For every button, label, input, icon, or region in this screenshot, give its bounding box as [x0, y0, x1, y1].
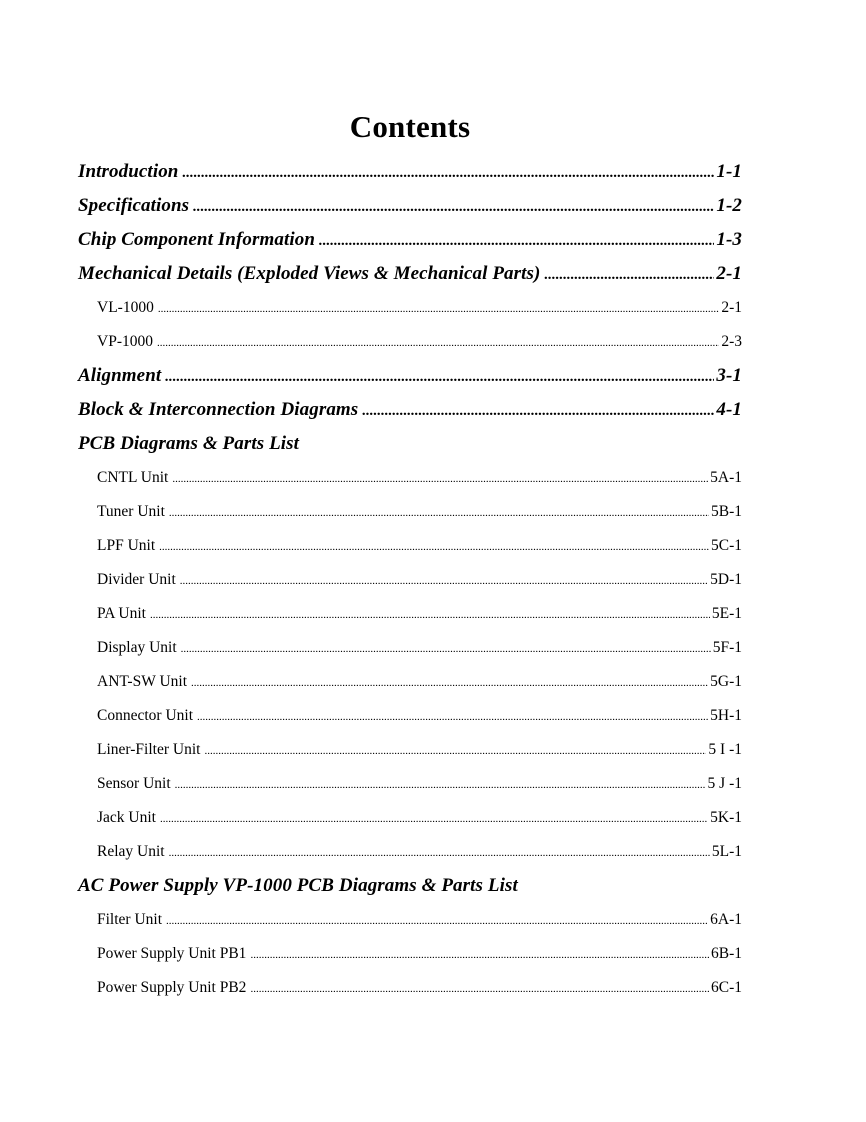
toc-section-entry[interactable] [78, 257, 742, 291]
toc-entry-page-number: 5F-1 [712, 639, 742, 656]
toc-entry-page-number: 2-1 [716, 263, 742, 284]
dot-leader [181, 632, 711, 666]
toc-entry-label: ANT-SW Unit [97, 673, 187, 690]
toc-entry-label: Introduction [78, 161, 179, 182]
toc-section-entry[interactable] [78, 359, 742, 393]
toc-entry-label: Liner-Filter Unit [97, 741, 201, 758]
dot-leader [250, 938, 709, 972]
toc-section-entry[interactable] [78, 869, 742, 903]
toc-entry-page-number: 5 J -1 [707, 775, 742, 792]
toc-entry-label: Power Supply Unit PB1 [97, 945, 247, 962]
toc-subsection-entry[interactable] [78, 937, 742, 971]
toc-entry-page-number: 3-1 [716, 365, 742, 386]
toc-entry-label: Mechanical Details (Exploded Views & Mechanical Parts) [78, 263, 541, 284]
toc-entry-page-number: 2-3 [721, 333, 742, 350]
toc-entry-label: CNTL Unit [97, 469, 169, 486]
toc-subsection-entry[interactable] [78, 801, 742, 835]
toc-entry-page-number: 5C-1 [711, 537, 742, 554]
toc-subsection-entry[interactable] [78, 903, 742, 937]
dot-leader [158, 292, 720, 326]
toc-entry-label: Tuner Unit [97, 503, 165, 520]
toc-subsection-entry[interactable] [78, 597, 742, 631]
dot-leader [165, 360, 714, 394]
toc-entry-label: VL-1000 [97, 299, 154, 316]
toc-subsection-entry[interactable] [78, 291, 742, 325]
toc-entry-page-number: 5E-1 [711, 605, 742, 622]
toc-entry-label: Specifications [78, 195, 190, 216]
toc-entry-page-number: 1-3 [716, 229, 742, 250]
toc-section-entry[interactable] [78, 189, 742, 223]
toc-entry-page-number: 5D-1 [710, 571, 742, 588]
dot-leader [544, 258, 714, 292]
toc-entry-page-number: 5B-1 [711, 503, 742, 520]
page-title: Contents [349, 108, 471, 144]
toc-subsection-entry[interactable] [78, 461, 742, 495]
dot-leader [166, 904, 708, 938]
dot-leader [319, 224, 714, 258]
toc-entry-page-number: 5K-1 [710, 809, 742, 826]
toc-subsection-entry[interactable] [78, 325, 742, 359]
toc-entry-page-number: 1-1 [716, 161, 742, 182]
toc-subsection-entry[interactable] [78, 699, 742, 733]
toc-subsection-entry[interactable] [78, 835, 742, 869]
toc-section-entry[interactable] [78, 155, 742, 189]
toc-entry-label: Chip Component Information [78, 229, 316, 250]
toc-entry-label: Connector Unit [97, 707, 193, 724]
toc-section-entry[interactable] [78, 427, 742, 461]
dot-leader [182, 156, 714, 190]
toc-section-entry[interactable] [78, 393, 742, 427]
toc-entry-page-number: 6A-1 [710, 911, 742, 928]
toc-entry-label: Divider Unit [97, 571, 176, 588]
toc-subsection-entry[interactable] [78, 631, 742, 665]
toc-entry-page-number: 5A-1 [710, 469, 742, 486]
toc-entry-page-number: 4-1 [716, 399, 742, 420]
toc-entry-label: Jack Unit [97, 809, 156, 826]
dot-leader [169, 836, 710, 870]
toc-entry-label: PCB Diagrams & Parts List [78, 433, 300, 454]
toc-section-entry[interactable] [78, 223, 742, 257]
toc-entry-page-number: 2-1 [721, 299, 742, 316]
toc-entry-page-number: 5H-1 [710, 707, 742, 724]
toc-subsection-entry[interactable] [78, 665, 742, 699]
dot-leader [150, 598, 710, 632]
dot-leader [197, 700, 708, 734]
toc-entry-page-number: 6C-1 [711, 979, 742, 996]
toc-entry-page-number: 5G-1 [710, 673, 742, 690]
toc-entry-label: AC Power Supply VP-1000 PCB Diagrams & Parts List [78, 875, 518, 896]
toc-entry-label: Display Unit [97, 639, 177, 656]
toc-subsection-entry[interactable] [78, 733, 742, 767]
dot-leader [204, 734, 706, 768]
toc-entry-label: Alignment [78, 365, 162, 386]
dot-leader [180, 564, 708, 598]
toc-entry-label: Power Supply Unit PB2 [97, 979, 247, 996]
toc-entry-label: Relay Unit [97, 843, 165, 860]
dot-leader [160, 802, 708, 836]
toc-entry-label: Block & Interconnection Diagrams [78, 399, 359, 420]
toc-entry-page-number: 1-2 [716, 195, 742, 216]
toc-subsection-entry[interactable] [78, 563, 742, 597]
toc-entry-label: VP-1000 [97, 333, 153, 350]
toc-subsection-entry[interactable] [78, 495, 742, 529]
toc-entry-page-number: 5 I -1 [708, 741, 742, 758]
dot-leader [191, 666, 708, 700]
toc-entry-label: LPF Unit [97, 537, 156, 554]
dot-leader [159, 530, 709, 564]
toc-entry-label: Filter Unit [97, 911, 163, 928]
dot-leader [172, 462, 708, 496]
dot-leader [175, 768, 706, 802]
toc-entry-label: PA Unit [97, 605, 146, 622]
toc-subsection-entry[interactable] [78, 767, 742, 801]
toc-subsection-entry[interactable] [78, 971, 742, 1005]
dot-leader [362, 394, 714, 428]
dot-leader [169, 496, 709, 530]
table-of-contents [78, 155, 742, 1005]
toc-entry-page-number: 5L-1 [711, 843, 742, 860]
toc-entry-label: Sensor Unit [97, 775, 171, 792]
toc-entry-page-number: 6B-1 [711, 945, 742, 962]
dot-leader [157, 326, 719, 360]
dot-leader [193, 190, 714, 224]
toc-subsection-entry[interactable] [78, 529, 742, 563]
dot-leader [250, 972, 709, 1006]
